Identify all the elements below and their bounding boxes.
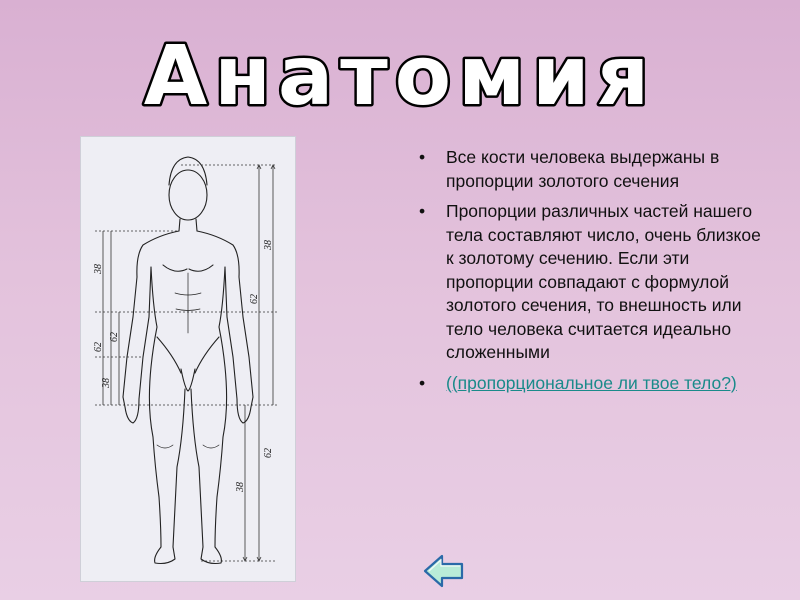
right-arm-inner	[225, 267, 237, 399]
slide-title	[0, 22, 800, 122]
right-arm-outer	[197, 231, 253, 407]
bullet-item-link	[418, 372, 768, 396]
right-leg-outer	[215, 367, 227, 547]
measure-label: 38	[263, 240, 274, 250]
measure-label: 62	[249, 294, 260, 304]
bullet-list	[418, 146, 768, 402]
torso-right	[219, 267, 225, 367]
left-leg-inner	[173, 389, 185, 547]
left-foot	[155, 547, 175, 564]
back-button[interactable]	[422, 551, 466, 591]
link-prefix[interactable]: ((	[446, 372, 458, 393]
hair-outline	[169, 157, 207, 185]
groin	[181, 369, 195, 391]
right-hand	[237, 399, 251, 423]
bullet-item: • Пропорции различных частей нашего тела составляют число, очень близкое к золотому сечению. Если эти пропорции совпадают с формулой золотого сечения, то внешность или тело человека считается идеально сложенными	[418, 200, 768, 365]
proportions-link[interactable]: пропорциональное ли твое тело?)	[457, 372, 737, 393]
left-hand	[125, 399, 139, 423]
measure-label: 38	[101, 378, 112, 388]
measure-label: 38	[93, 264, 104, 274]
measure-label: 38	[235, 482, 246, 492]
left-arm-inner	[139, 267, 151, 399]
back-arrow-icon	[422, 551, 466, 591]
measure-label: 62	[263, 448, 274, 458]
human-proportions-figure	[80, 136, 296, 582]
measure-label: 62	[109, 332, 120, 342]
left-leg-outer	[149, 367, 161, 547]
bullet-item: • Все кости человека выдержаны в пропорции золотого сечения	[418, 146, 768, 193]
slide-title-text: Анатомия	[143, 29, 657, 122]
body-proportion-diagram	[81, 137, 295, 581]
measure-label: 62	[93, 342, 104, 352]
torso-left	[151, 267, 157, 367]
left-arm-outer	[123, 231, 179, 407]
head-outline	[169, 170, 207, 220]
right-leg-inner	[191, 389, 203, 547]
